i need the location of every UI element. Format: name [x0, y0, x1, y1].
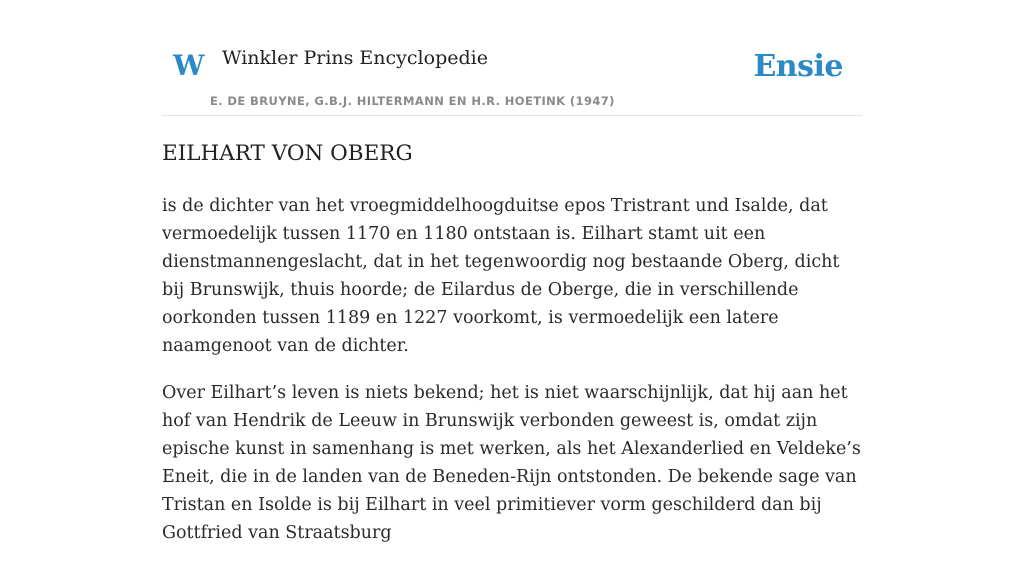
article-title: EILHART VON OBERG: [162, 141, 413, 166]
encyclopedia-title-link[interactable]: Winkler Prins Encyclopedie: [222, 47, 488, 69]
article-body: [162, 192, 862, 566]
ensie-brand-logo[interactable]: Ensie: [753, 49, 843, 84]
article-paragraph-1: is de dichter van het vroegmiddelhoogduitse epos Tristrant und Isalde, dat vermoedelijk tussen 1170 en 1180 ontstaan is. Eilhart stamt uit een dienstmannengeslacht, dat in het tegenwoordig nog bestaande Oberg, dicht bij Brunswijk, thuis hoorde; de Eilardus de Oberge, die in verschillende oorkonden tussen 1189 en 1227 voorkomt, is vermoedelijk een latere naamgenoot van de dichter.: [162, 196, 840, 356]
article-paragraph-2: Over Eilhart’s leven is niets bekend; het is niet waarschijnlijk, dat hij aan het hof van Hendrik de Leeuw in Brunswijk verbonden geweest is, omdat zijn epische kunst in samenhang is met werken, als het Alexanderlied en Veldeke’s Eneit, die in de landen van de Beneden-Rijn ontstonden. De bekende sage van Tristan en Isolde is bij Eilhart in veel primitiever vorm geschilderd dan bij Gottfried van Straatsburg: [162, 383, 861, 543]
encyclopedia-authors: E. DE BRUYNE, G.B.J. HILTERMANN EN H.R. HOETINK (1947): [210, 94, 615, 108]
encyclopedia-logo-icon[interactable]: W: [173, 49, 205, 82]
site-header: [162, 38, 862, 116]
